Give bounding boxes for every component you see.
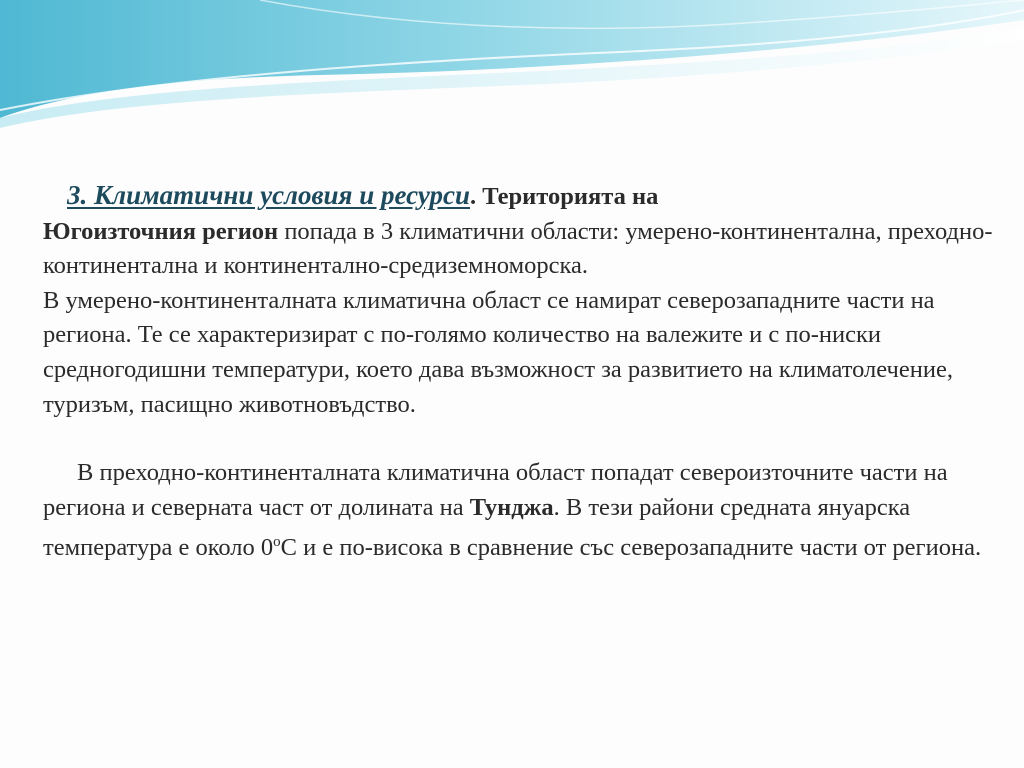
paragraph-1-text: попада в 3 климатични области: умерено-континентална, преходно-континентална и континентално-средиземноморска. [43,217,993,280]
region-name: Югоизточния регион [43,217,279,245]
river-name: Тунджа [469,493,554,521]
title-tail: . Територията на [470,183,659,210]
paragraph-3-text-a: В преходно-континенталната климатична област попадат североизточните части на региона и северната част от долината на [43,459,948,521]
degree-mark: о [273,534,281,551]
slide-body [43,178,993,566]
paragraph-3-text-b: . В тези райони средната януарска температура е около 0 [43,493,911,562]
paragraph-gap [43,422,993,456]
slide-title: 3. Климатични условия и ресурси [67,180,471,210]
paragraph-3-text-c: С и е по-висока в сравнение със северозападните части от региона. [280,534,982,562]
paragraph-2: В умерено-континенталната климатична област се намират северозападните части на региона. Те се характеризират с по-голямо количество на валежите и с по-ниски средногодишни температури, което дава възможност за развитието на климатолечение, туризъм, пасищно животновъдство. [43,286,953,418]
paragraph-3 [43,456,993,566]
paragraph-1 [43,178,993,284]
header-wave-decoration [0,0,1024,130]
